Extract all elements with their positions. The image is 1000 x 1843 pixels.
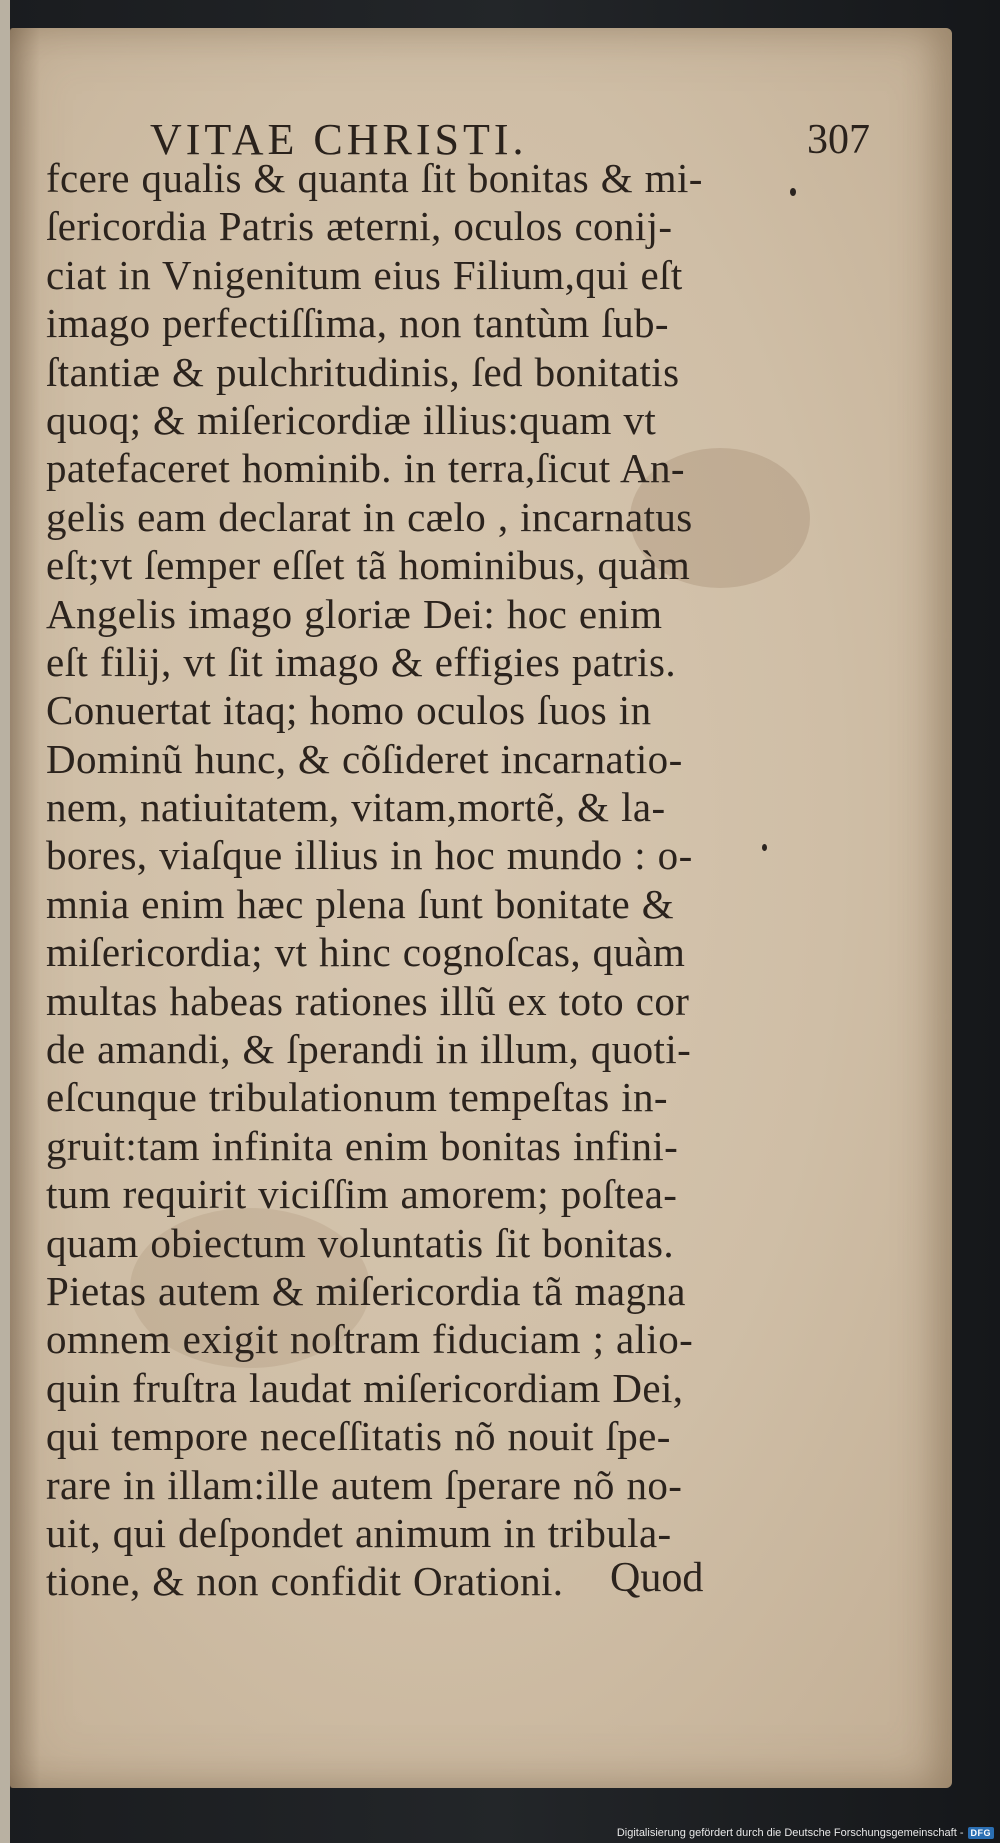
credit-text: Digitalisierung gefördert durch die Deutsche Forschungsgemeinschaft - <box>616 1827 964 1839</box>
text-line: gelis eam declarat in cælo , incarnatus <box>46 493 693 540</box>
text-line: quin fruſtra laudat miſericordiam Dei, <box>46 1364 684 1411</box>
text-line: fcere qualis & quanta ſit bonitas & mi- <box>46 155 703 201</box>
body-text <box>46 154 736 1606</box>
text-line: mnia enim hæc plena ſunt bonitate & <box>46 880 675 927</box>
digitization-credit <box>617 1827 994 1839</box>
book-page <box>10 28 952 1788</box>
scan-bed-edge <box>0 0 10 1843</box>
ink-speck <box>762 844 767 851</box>
catchword: Quod <box>610 1555 704 1601</box>
text-line: eſt filij, vt ſit imago & effigies patris. <box>46 638 676 685</box>
text-line: ſericordia Patris æterni, oculos conij- <box>46 203 673 250</box>
text-line: eſcunque tribulationum tempeſtas in- <box>46 1074 668 1121</box>
dfg-logo-icon: DFG <box>968 1827 995 1839</box>
text-line: miſericordia; vt hinc cognoſcas, quàm <box>46 929 686 976</box>
text-line: Conuertat itaq; homo oculos ſuos in <box>46 687 652 734</box>
text-line: qui tempore neceſſitatis nõ nouit ſpe- <box>46 1413 671 1460</box>
text-line: rare in illam:ille autem ſperare nõ no- <box>46 1461 683 1508</box>
running-title: VITAE CHRISTI. <box>150 115 528 164</box>
text-line: ciat in Vnigenitum eius Filium,qui eſt <box>46 251 683 298</box>
text-line: quoq; & miſericordiæ illius:quam vt <box>46 396 657 443</box>
text-line: Angelis imago gloriæ Dei: hoc enim <box>46 590 663 637</box>
text-line: nem, natiuitatem, vitam,mortẽ, & la- <box>46 784 666 831</box>
text-line: patefaceret hominib. in terra,ſicut An- <box>46 445 685 492</box>
text-line: omnem exigit noſtram fiduciam ; alio- <box>46 1316 694 1363</box>
text-line: eſt;vt ſemper eſſet tã hominibus, quàm <box>46 542 691 589</box>
text-line: Pietas autem & miſericordia tã magna <box>46 1267 686 1314</box>
text-line: quam obiectum voluntatis ſit bonitas. <box>46 1219 675 1266</box>
text-line: multas habeas rationes illũ ex toto cor <box>46 977 690 1024</box>
text-line: gruit:tam infinita enim bonitas infini- <box>46 1122 679 1169</box>
text-line: tione, & non confidit Orationi. <box>46 1558 564 1605</box>
text-line: Dominũ hunc, & cõſideret incarnatio- <box>46 735 683 782</box>
text-line: ſtantiæ & pulchritudinis, ſed bonitatis <box>46 348 680 395</box>
page-gutter-shadow <box>10 28 40 1788</box>
text-line: bores, viaſque illius in hoc mundo : o- <box>46 832 693 879</box>
text-line: de amandi, & ſperandi in illum, quoti- <box>46 1026 692 1073</box>
text-line: imago perfectiſſima, non tantùm ſub- <box>46 300 669 347</box>
ink-speck <box>790 188 796 196</box>
text-line: uit, qui deſpondet animum in tribula- <box>46 1509 672 1556</box>
text-line: tum requirit viciſſim amorem; poſtea- <box>46 1171 678 1218</box>
page-number: 307 <box>807 117 870 163</box>
